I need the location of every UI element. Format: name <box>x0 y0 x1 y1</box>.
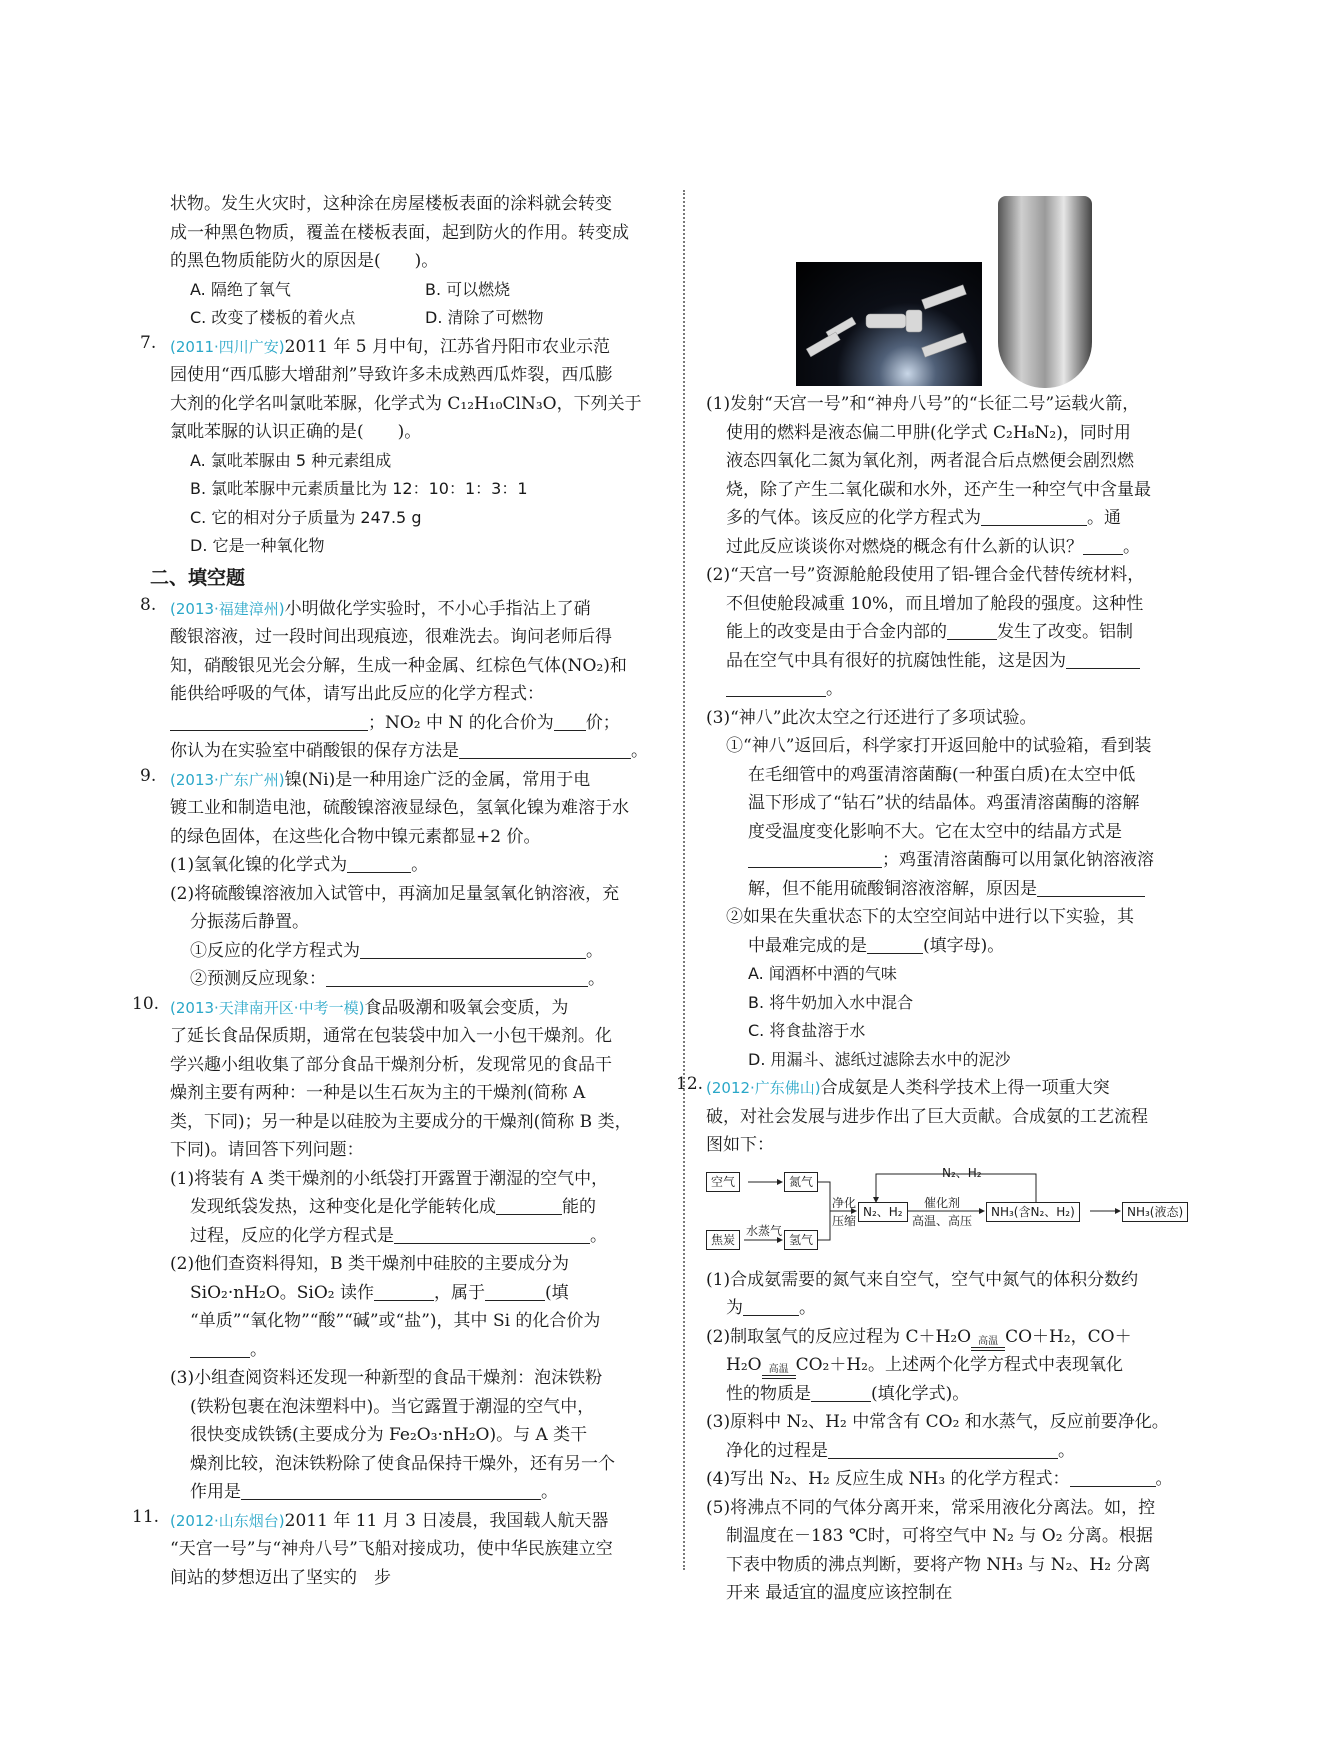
text-line: ②如果在失重状态下的太空空间站中进行以下实验，其 <box>726 907 1134 927</box>
sub-question: (2)将硫酸镍溶液加入试管中，再滴加足量氢氧化钠溶液，充 <box>170 883 620 904</box>
left-column <box>132 190 660 1592</box>
text-line: 性的物质是 <box>726 1383 811 1404</box>
text-line: 间站的梦想迈出了坚实的 步 <box>170 1567 391 1588</box>
text-line: 。通 <box>1087 508 1121 528</box>
option-d[interactable]: D. 它是一种氧化物 <box>190 536 325 555</box>
sub-question: (3)“神八”此次太空之行还进行了多项试验。 <box>706 707 1037 728</box>
answer-blank[interactable] <box>867 935 923 954</box>
answer-blank[interactable] <box>394 1225 590 1244</box>
flow-compress-label: 压缩 <box>832 1213 857 1228</box>
option-a[interactable]: A. 隔绝了氧气 <box>190 279 291 299</box>
text-line: 镍(Ni)是一种用途广泛的金属，常用于电 <box>284 769 591 790</box>
text-line: “天宫一号”与“神舟八号”飞船对接成功，使中华民族建立空 <box>170 1539 613 1559</box>
text-line: 度受温度变化影响不大。它在太空中的结晶方式是 <box>748 821 1122 842</box>
text-line: ；鸡蛋清溶菌酶可以用氯化钠溶液溶 <box>882 850 1154 870</box>
text-line: CO＋H₂，CO＋ <box>1005 1326 1132 1347</box>
text-line: ；NO₂ 中 N 的化合价为 <box>368 712 554 733</box>
text-line: 氯吡苯脲的认识正确的是( )。 <box>170 422 422 442</box>
question-number: 11. <box>132 1506 160 1527</box>
text-line: 发现纸袋发热，这种变化是化学能转化成 <box>190 1197 496 1217</box>
question-source: (2011·四川广安) <box>170 337 285 356</box>
flow-liquid-ammonia: NH₃(液态) <box>1122 1202 1188 1222</box>
sub-question: (1)合成氨需要的氮气来自空气，空气中氮气的体积分数约 <box>706 1269 1139 1290</box>
answer-blank[interactable] <box>241 1481 541 1500</box>
answer-blank[interactable] <box>554 712 586 731</box>
answer-blank[interactable] <box>1070 1468 1156 1487</box>
sub-question: (2)他们查资料得知，B 类干燥剂中硅胶的主要成分为 <box>170 1254 569 1274</box>
option-b[interactable]: B. 可以燃烧 <box>425 279 511 299</box>
text-line: (2)制取氢气的反应过程为 C＋H₂O <box>706 1326 972 1347</box>
text-line: 知，硝酸银见光会分解，生成一种金属、红棕色气体(NO₂)和 <box>170 655 627 676</box>
text-line: 你认为在实验室中硝酸银的保存方法是 <box>170 741 459 761</box>
option-a[interactable]: A. 氯吡苯脲由 5 种元素组成 <box>190 450 392 470</box>
option-a[interactable]: A. 闻酒杯中酒的气味 <box>748 964 897 983</box>
text-line: 使用的燃料是液态偏二甲肼(化学式 C₂H₈N₂)，同时用 <box>726 422 1131 443</box>
answer-blank[interactable] <box>374 1282 434 1301</box>
sub-question: (1)发射“天宫一号”和“神舟八号”的“长征二号”运载火箭， <box>706 394 1140 414</box>
sub-question: (2)“天宫一号”资源舱舱段使用了铝-锂合金代替传统材料， <box>706 565 1145 585</box>
text-line: 园使用“西瓜膨大增甜剂”导致许多未成熟西瓜炸裂，西瓜膨 <box>170 365 613 385</box>
text-line: 能上的改变是由于合金内部的 <box>726 622 947 642</box>
sub-item: ①反应的化学方程式为 <box>190 940 360 961</box>
flow-purify-label: 净化 <box>832 1195 857 1210</box>
text-line: 开来 最适宜的温度应该控制在 <box>726 1583 953 1603</box>
flow-catalyst-label: 催化剂 <box>924 1195 961 1210</box>
text-line: 大剂的化学名叫氯吡苯脲，化学式为 C₁₂H₁₀ClN₃O，下列关于 <box>170 393 642 414</box>
question-9: 9. (2013·广东广州)镍(Ni)是一种用途广泛的金属，常用于电 镀工业和制造电池，硫酸镍溶液显绿色，氢氧化镍为难溶于水 的绿色固体，在这些化合物中镍元素都显+2 价。 (1)氢氧化镍的化学式为 。 (2)将硫酸镍溶液加入试管中，再滴加足量氢氧化钠溶液，充 分振荡后静置。 ①反应的化学方程式为 。 ②预测反应现象： 。 <box>150 766 660 994</box>
text-line: (填 <box>545 1282 569 1303</box>
question-number: 8. <box>140 594 157 615</box>
reaction-condition: 高温 <box>971 1337 1005 1351</box>
text-line: SiO₂·nH₂O。SiO₂ 读作 <box>190 1282 375 1303</box>
answer-blank[interactable] <box>726 678 826 697</box>
spacecraft-docking-photo <box>796 262 982 386</box>
answer-blank[interactable] <box>981 507 1087 526</box>
text-line: 为 <box>726 1298 743 1318</box>
flow-hydrogen: 氢气 <box>784 1230 818 1250</box>
answer-blank[interactable] <box>170 712 368 731</box>
option-c[interactable]: C. 它的相对分子质量为 247.5 g <box>190 507 422 527</box>
flow-coke: 焦炭 <box>706 1230 740 1250</box>
sub-question: (1)氢氧化镍的化学式为 <box>170 855 348 875</box>
flow-product: NH₃(含N₂、H₂) <box>986 1202 1080 1222</box>
flow-nitrogen: 氮气 <box>784 1172 818 1192</box>
question-source: (2012·广东佛山) <box>706 1079 821 1097</box>
options-row <box>170 276 660 305</box>
answer-blank[interactable] <box>743 1297 799 1316</box>
question-7 <box>140 332 660 561</box>
question-number: 9. <box>140 765 157 786</box>
answer-blank[interactable] <box>811 1383 871 1402</box>
column-divider <box>683 190 685 1570</box>
text-line: 品在空气中具有很好的抗腐蚀性能，这是因为 <box>726 650 1066 671</box>
text-line: 能的 <box>562 1197 596 1217</box>
flow-recycle-label: N₂、H₂ <box>942 1165 982 1180</box>
reaction-condition: 高温 <box>762 1365 796 1379</box>
text-line: 能供给呼吸的气体，请写出此反应的化学方程式： <box>170 684 544 704</box>
text-line: 合成氨是人类科学技术上得一项重大突 <box>820 1078 1110 1098</box>
question-source: (2012·山东烟台) <box>170 1511 285 1530</box>
text-line: CO₂＋H₂。上述两个化学方程式中表现氧化 <box>795 1355 1123 1375</box>
question-6-continued <box>150 190 660 333</box>
option-d[interactable]: D. 用漏斗、滤纸过滤除去水中的泥沙 <box>748 1049 1011 1069</box>
answer-blank[interactable] <box>326 968 588 987</box>
answer-blank[interactable] <box>1083 536 1123 555</box>
text-line: 分振荡后静置。 <box>190 912 309 932</box>
question-12: 12. (2012·广东佛山)合成氨是人类科学技术上得一项重大突 破，对社会发展与进步作出了巨大贡献。合成氨的工艺流程 图如下： 空气 氮气 焦炭 水蒸气 氢气 净化 压缩 N₂、H₂ N₂、H₂ 催化剂 高温、高压 NH₃(含N₂、H₂) NH₃(液态) (1)合成氨需要的氮气来自空气，空气中氮气的体积分数约 为 。 (2)制取氢气的反应过程为 C＋H₂O 高温 CO＋H₂，CO＋ H₂O 高温 CO₂＋H₂。上述两个化学方程式中表现氧化 性的物质是 (填化学式)。 (3)原料中 N₂、H₂ 中常含有 CO₂ 和水蒸气，反应前要净化。 净化的过程是 。 (4)写出 N₂、H₂ 反应生成 NH₃ 的化学方程式： 。 (5)将沸点不同的气体分离开来，常采用液化分离法。如，控 制温度在－183 ℃时，可将空气中 N₂ 与 O₂ 分离。根据 下表中物质的沸点判断，要将产物 NH₃ 与 N₂、H₂ 分离 开来 最适宜的温度应该控制在 <box>706 1074 1176 1608</box>
text-line: 燥剂主要有两种：一种是以生石灰为主的干燥剂(简称 A <box>170 1083 586 1103</box>
answer-blank[interactable] <box>828 1440 1058 1459</box>
text-line: 类，下同)；另一种是以硅胶为主要成分的干燥剂(简称 B 类， <box>170 1111 632 1132</box>
text-line: 液态四氧化二氮为氧化剂，两者混合后点燃便会剧烈燃 <box>726 451 1134 471</box>
text-line: 过程，反应的化学方程式是 <box>190 1225 394 1246</box>
text-line: 制温度在－183 ℃时，可将空气中 N₂ 与 O₂ 分离。根据 <box>726 1526 1153 1546</box>
text-line: 过此反应谈谈你对燃烧的概念有什么新的认识？ <box>726 536 1083 557</box>
text-line: 净化的过程是 <box>726 1440 828 1461</box>
question-10: 10. (2013·天津南开区·中考一模)食品吸潮和吸氧会变质，为 了延长食品保质期，通常在包装袋中加入一小包干燥剂。化 学兴趣小组收集了部分食品干燥剂分析，发现常见的食品干 燥剂主要有两种：一种是以生石灰为主的干燥剂(简称 A 类，下同)；另一种是以硅胶为主要成分的干燥剂(简称 B 类， 下同)。请回答下列问题： (1)将装有 A 类干燥剂的小纸袋打开露置于潮湿的空气中， 发现纸袋发热，这种变化是化学能转化成 能的 过程，反应的化学方程式是 。 (2)他们查资料得知，B 类干燥剂中硅胶的主要成分为 SiO₂·nH₂O。SiO₂ 读作 ，属于 (填 “单质”“氧化物”“酸”“碱”或“盐”)，其中 Si 的化合价为 。 (3)小组查阅资料还发现一种新型的食品干燥剂：泡沫铁粉 (铁粉包裹在泡沫塑料中)。当它露置于潮湿的空气中， 很快变成铁锈(主要成分为 Fe₂O₃·nH₂O)。与 A 类干 燥剂比较，泡沫铁粉除了使食品保持干燥外，还有另一个 作用是 。 <box>150 994 660 1507</box>
text-line: 食品吸潮和吸氧会变质，为 <box>364 997 569 1018</box>
question-number: 10. <box>132 993 160 1014</box>
text-line: 小明做化学实验时，不小心手指沾上了硝 <box>284 598 591 619</box>
text-line: 很快变成铁锈(主要成分为 Fe₂O₃·nH₂O)。与 A 类干 <box>190 1425 588 1445</box>
text-line: 2011 年 5 月中旬，江苏省丹阳市农业示范 <box>284 336 610 357</box>
question-11-parts: (1)发射“天宫一号”和“神舟八号”的“长征二号”运载火箭， 使用的燃料是液态偏二甲肼(化学式 C₂H₈N₂)，同时用 液态四氧化二氮为氧化剂，两者混合后点燃便会剧烈燃 烧，除了产生二氧化碳和水外，还产生一种空气中含量最 多的气体。该反应的化学方程式为 。通 过此反应谈谈你对燃烧的概念有什么新的认识？ 。 (2)“天宫一号”资源舱舱段使用了铝-锂合金代替传统材料， 不但使舱段减重 10%，而且增加了舱段的强度。这种性 能上的改变是由于合金内部的 发生了改变。铝制 品在空气中具有很好的抗腐蚀性能，这是因为 。 (3)“神八”此次太空之行还进行了多项试验。 ①“神八”返回后，科学家打开返回舱中的试验箱，看到装 在毛细管中的鸡蛋清溶菌酶(一种蛋白质)在太空中低 温下形成了“钻石”状的结晶体。鸡蛋清溶菌酶的溶解 度受温度变化影响不大。它在太空中的结晶方式是 ；鸡蛋清溶菌酶可以用氯化钠溶液溶 解，但不能用硫酸铜溶液溶解，原因是 ②如果在失重状态下的太空空间站中进行以下实验，其 中最难完成的是 (填字母)。 A. 闻酒杯中酒的气味 B. 将牛奶加入水中混合 C. 将食盐溶于水 D. 用漏斗、滤纸过滤除去水中的泥沙 <box>706 390 1176 1074</box>
flow-steam-label: 水蒸气 <box>746 1223 783 1238</box>
text-line: 价； <box>585 712 620 733</box>
text-line: 燥剂比较，泡沫铁粉除了使食品保持干燥外，还有另一个 <box>190 1453 615 1474</box>
text-line: 发生了改变。铝制 <box>997 622 1133 642</box>
flow-conditions-label: 高温、高压 <box>912 1213 973 1228</box>
question-source: (2013·广东广州) <box>170 770 285 789</box>
spacecraft-icon <box>796 262 982 386</box>
photo-area <box>706 190 1176 390</box>
text-line: 酸银溶液，过一段时间出现痕迹，很难洗去。询问老师后得 <box>170 627 612 647</box>
text-line: 的黑色物质能防火的原因是( )。 <box>170 251 439 271</box>
question-source: (2013·天津南开区·中考一模) <box>170 998 365 1017</box>
sub-question: (3)小组查阅资料还发现一种新型的食品干燥剂：泡沫铁粉 <box>170 1368 603 1388</box>
text-line: 了延长食品保质期，通常在包装袋中加入一小包干燥剂。化 <box>170 1026 612 1046</box>
text-line: 图如下： <box>706 1135 774 1155</box>
answer-blank[interactable] <box>485 1282 545 1301</box>
option-b[interactable]: B. 将牛奶加入水中混合 <box>748 992 914 1012</box>
option-c[interactable]: C. 将食盐溶于水 <box>748 1021 866 1040</box>
text-line: 成一种黑色物质，覆盖在楼板表面，起到防火的作用。转变成 <box>170 222 629 243</box>
answer-blank[interactable] <box>496 1196 562 1215</box>
sub-question: (3)原料中 N₂、H₂ 中常含有 CO₂ 和水蒸气，反应前要净化。 <box>706 1412 1169 1432</box>
right-column <box>676 190 1184 1608</box>
text-line: “单质”“氧化物”“酸”“碱”或“盐”)，其中 Si 的化合价为 <box>190 1311 601 1331</box>
question-11 <box>132 1506 660 1593</box>
sub-question: (1)将装有 A 类干燥剂的小纸袋打开露置于潮湿的空气中， <box>170 1168 609 1189</box>
ammonia-process-flowchart <box>706 1165 1184 1262</box>
question-8: 8. (2013·福建漳州)小明做化学实验时，不小心手指沾上了硝 酸银溶液，过一段时间出现痕迹，很难洗去。询问老师后得 知，硝酸银见光会分解，生成一种金属、红棕色气体(NO₂)和 能供给呼吸的气体，请写出此反应的化学方程式： ；NO₂ 中 N 的化合价为 价； 你认为在实验室中硝酸银的保存方法是 。 <box>150 595 660 766</box>
section-heading: 二、填空题 <box>150 566 246 589</box>
text-line: ，属于 <box>434 1282 486 1303</box>
question-number: 12. <box>676 1074 704 1094</box>
sub-question: (5)将沸点不同的气体分离开来，常采用液化分离法。如，控 <box>706 1497 1156 1518</box>
text-line: 在毛细管中的鸡蛋清溶菌酶(一种蛋白质)在太空中低 <box>748 764 1136 785</box>
text-line: 中最难完成的是 <box>748 935 867 956</box>
question-source: (2013·福建漳州) <box>170 599 285 618</box>
answer-blank[interactable] <box>947 621 997 640</box>
text-line: ①“神八”返回后，科学家打开返回舱中的试验箱，看到装 <box>726 736 1152 756</box>
text-line: 2011 年 11 月 3 日凌晨，我国载人航天器 <box>284 1510 609 1531</box>
text-line: (填化学式)。 <box>871 1383 970 1404</box>
answer-blank[interactable] <box>459 740 631 759</box>
flow-air: 空气 <box>706 1172 740 1192</box>
text-line: 解，但不能用硫酸铜溶液溶解，原因是 <box>748 878 1037 899</box>
text-line: 镀工业和制造电池，硫酸镍溶液显绿色，氢氧化镍为难溶于水 <box>170 798 629 818</box>
text-line: 下同)。请回答下列问题： <box>170 1140 364 1160</box>
sub-question: (4)写出 N₂、H₂ 反应生成 NH₃ 的化学方程式： <box>706 1469 1070 1489</box>
answer-blank[interactable] <box>190 1339 250 1358</box>
text-line: 多的气体。该反应的化学方程式为 <box>726 508 981 528</box>
text-line: 学兴趣小组收集了部分食品干燥剂分析，发现常见的食品干 <box>170 1054 612 1075</box>
text-line: 作用是 <box>190 1482 241 1502</box>
option-d[interactable]: D. 清除了可燃物 <box>425 308 544 327</box>
text-line: 状物。发生火灾时，这种涂在房屋楼板表面的涂料就会转变 <box>170 194 612 214</box>
text-line: 的绿色固体，在这些化合物中镍元素都显+2 价。 <box>170 826 541 847</box>
answer-blank[interactable] <box>347 854 411 873</box>
crystal-test-tube-photo <box>998 196 1092 388</box>
text-line: (填字母)。 <box>923 935 1005 956</box>
text-line: 不但使舱段减重 10%，而且增加了舱段的强度。这种性 <box>726 593 1144 614</box>
text-line: 破，对社会发展与进步作出了巨大贡献。合成氨的工艺流程 <box>706 1106 1148 1127</box>
options-row <box>170 304 660 333</box>
answer-blank[interactable] <box>748 849 882 868</box>
sub-item: ②预测反应现象： <box>190 969 326 989</box>
question-number: 7. <box>140 332 157 353</box>
flow-n2-h2-mix: N₂、H₂ <box>858 1202 908 1222</box>
text-line: 烧，除了产生二氧化碳和水外，还产生一种空气中含量最 <box>726 479 1151 500</box>
text-line: H₂O <box>726 1355 762 1375</box>
text-line: (铁粉包裹在泡沫塑料中)。当它露置于潮湿的空气中， <box>190 1396 595 1417</box>
option-c[interactable]: C. 改变了楼板的着火点 <box>190 308 356 327</box>
text-line: 下表中物质的沸点判断，要将产物 NH₃ 与 N₂、H₂ 分离 <box>726 1554 1151 1575</box>
text-line: 温下形成了“钻石”状的结晶体。鸡蛋清溶菌酶的溶解 <box>748 793 1140 813</box>
answer-blank[interactable] <box>1037 878 1145 897</box>
answer-blank[interactable] <box>360 940 586 959</box>
answer-blank[interactable] <box>1066 650 1140 669</box>
option-b[interactable]: B. 氯吡苯脲中元素质量比为 12：10：1：3：1 <box>190 479 528 498</box>
